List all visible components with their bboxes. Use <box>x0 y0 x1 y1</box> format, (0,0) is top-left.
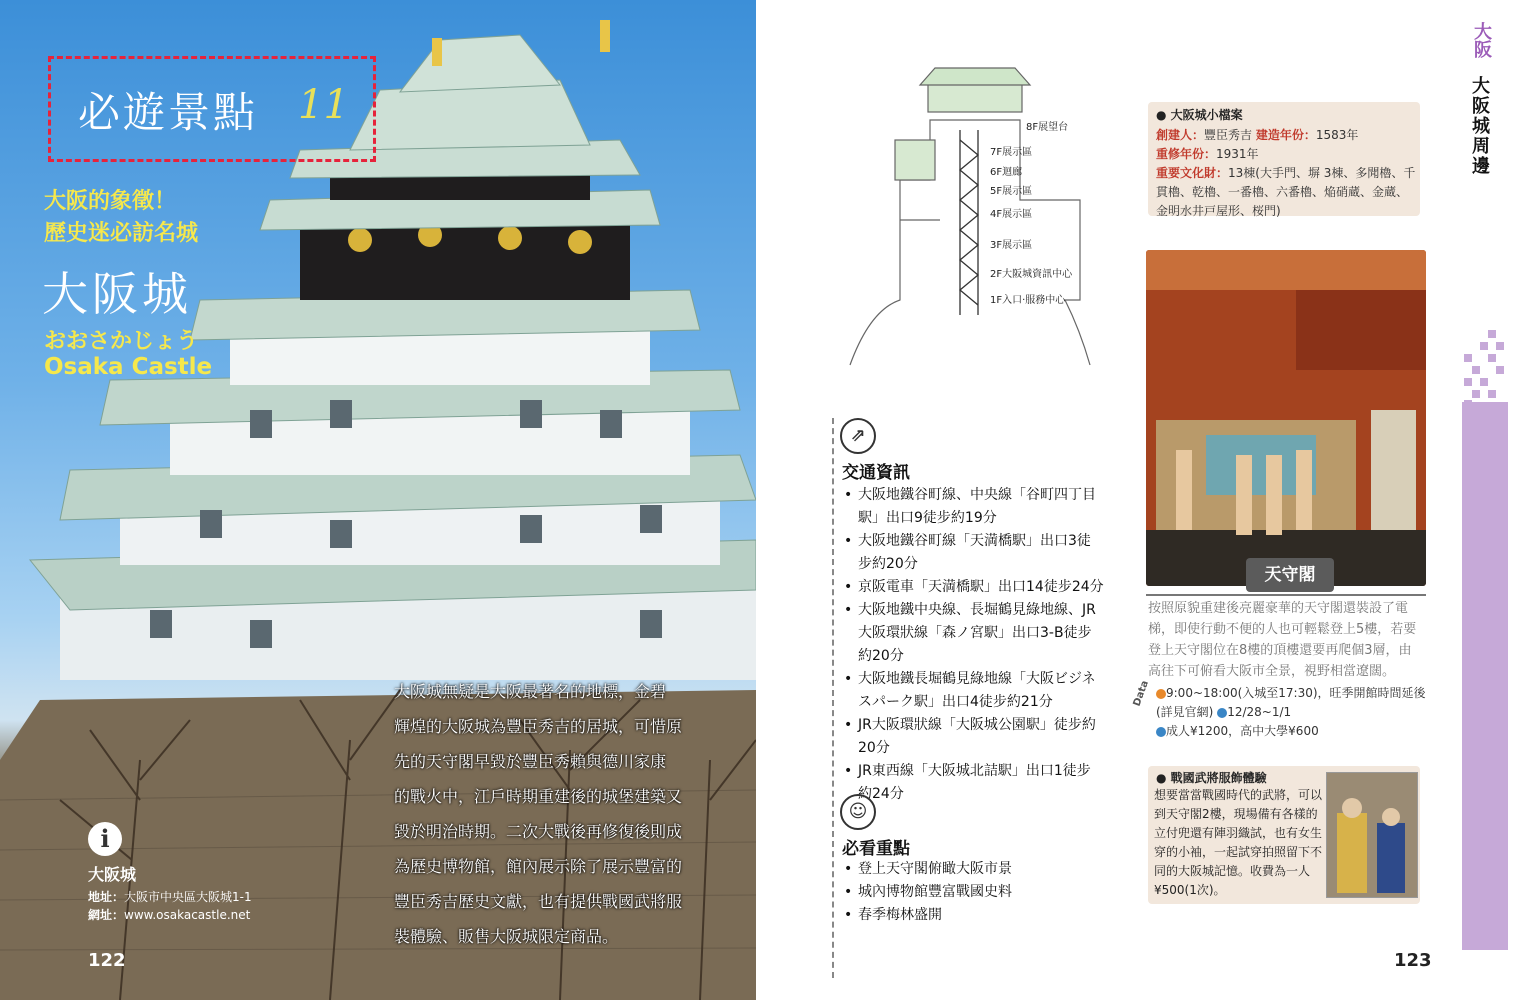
intro-line: 裝體驗、販售大阪城限定商品。 <box>394 927 619 946</box>
page-title: 大阪城 <box>42 267 192 321</box>
title-reading: おおさかじょう <box>44 329 199 354</box>
tagline-1: 大阪的象徵！ <box>44 189 177 214</box>
side-city: 大阪 <box>1471 22 1492 58</box>
info-icon: i <box>88 822 122 856</box>
castle-photo-page <box>0 0 756 1000</box>
floor-diagram <box>840 60 1100 370</box>
tenshukaku-description: 按照原貌重建後亮麗豪華的天守閣還裝設了電梯，即使行動不便的人也可輕鬆登上5樓，若要登上天守閣位在8樓的頂樓還要再爬個3層，由高往下可俯看大阪市全景，視野相當遼闊。 <box>1148 601 1417 679</box>
floor-label: 6F迴廊 <box>990 167 1023 178</box>
tenshukaku-caption: 天守閣 <box>1246 558 1334 592</box>
intro-line: 的戰火中，江戶時期重建後的城堡建築又 <box>394 787 683 806</box>
page-number-left: 122 <box>88 950 126 971</box>
floor-label: 7F展示區 <box>990 147 1033 158</box>
smiley-icon: ☺ <box>840 794 876 830</box>
intro-line: 豐臣秀吉歷史文獻，也有提供戰國武將服 <box>394 892 683 911</box>
clock-icon <box>1156 689 1166 699</box>
intro-line: 為歷史博物館，館內展示除了展示豐富的 <box>394 857 683 876</box>
page-number-right: 123 <box>1394 950 1432 971</box>
list-item: • 城內博物館豐富戰國史料 <box>844 881 1104 904</box>
armor-title: ● 戰國武將服飾體驗 <box>1156 771 1267 785</box>
list-item: • 登上天守閣俯瞰大阪市景 <box>844 858 1104 881</box>
side-color-tab <box>1462 402 1508 950</box>
highlights-list <box>844 858 1104 927</box>
floor-label: 8F展望台 <box>1026 122 1069 133</box>
profile-title: ● 大阪城小檔案 <box>1156 108 1243 122</box>
list-item: • 大阪地鐵長堀鶴見綠地線「大阪ビジネ スパーク駅」出口4徒步約21分 <box>844 668 1124 714</box>
data-tag: Data <box>1131 679 1152 708</box>
section-number: 11 <box>298 82 349 128</box>
highlights-title: 必看重點 <box>842 839 910 859</box>
profile-body: 創建人：豐臣秀吉 建造年份：1583年 重修年份：1931年 重要文化財：13棟(大手門、塀 3棟、多聞櫓、千貫櫓、乾櫓、一番櫓、六番櫓、焔硝蔵、金蔵、金明水井戸屋形、桜門) <box>1156 128 1416 218</box>
info-website <box>88 906 250 923</box>
list-item: • 春季梅林盛開 <box>844 904 1104 927</box>
section-label: 必遊景點 <box>78 88 259 137</box>
tenshukaku-data: 9:00~18:00(入城至17:30)，旺季開館時間延後(詳見官網) 12/28~1/1 成人¥1200，高中大學¥600 <box>1156 686 1426 738</box>
info-address <box>88 888 252 905</box>
website-value[interactable]: www.osakacastle.net <box>124 908 251 922</box>
intro-paragraph <box>394 674 686 954</box>
floor-label: 2F大阪城資訊中心 <box>990 269 1073 280</box>
list-item: • JR東西線「大阪城北詰駅」出口1徒步 約24分 <box>844 760 1124 806</box>
floor-label: 1F入口‧服務中心 <box>990 295 1066 306</box>
armor-photo <box>1326 772 1418 898</box>
address-value: 大阪市中央區大阪城1-1 <box>124 890 252 904</box>
route-icon: ⇗ <box>840 418 876 454</box>
intro-line: 大阪城無疑是大阪最著名的地標，金碧 <box>394 682 667 701</box>
list-item: • 大阪地鐵谷町線「天満橋駅」出口3徒 步約20分 <box>844 530 1124 576</box>
armor-description: 想要當當戰國時代的武將，可以到天守閣2樓，現場備有各樣的立付兜還有陣羽織試，也有女生穿的小袖，一起試穿拍照留下不同的大阪城記憶。收費為一人¥500(1次)。 <box>1154 788 1323 897</box>
floor-label: 3F展示區 <box>990 240 1033 251</box>
transport-title: 交通資訊 <box>842 463 910 483</box>
list-item: • 京阪電車「天満橋駅」出口14徒步24分 <box>844 576 1124 599</box>
address-label: 地址： <box>88 890 125 904</box>
info-place-name: 大阪城 <box>88 865 137 884</box>
pixel-pattern <box>1456 330 1512 410</box>
fee-icon <box>1156 727 1166 737</box>
closed-icon <box>1217 708 1227 718</box>
title-english: Osaka Castle <box>44 354 213 380</box>
section-divider <box>832 418 834 978</box>
intro-line: 毀於明治時期。二次大戰後再修復後則成 <box>394 822 683 841</box>
list-item: • 大阪地鐵谷町線、中央線「谷町四丁目 駅」出口9徒步約19分 <box>844 484 1124 530</box>
side-area: 大阪城周邊 <box>1469 76 1490 176</box>
floor-label: 4F展示區 <box>990 209 1033 220</box>
floor-label: 5F展示區 <box>990 186 1033 197</box>
transport-list <box>844 484 1124 806</box>
list-item: • JR大阪環狀線「大阪城公園駅」徒步約 20分 <box>844 714 1124 760</box>
intro-line: 輝煌的大阪城為豐臣秀吉的居城，可惜原 <box>394 717 683 736</box>
caption-divider <box>1146 594 1426 596</box>
tenshukaku-photo <box>1146 250 1426 586</box>
list-item: • 大阪地鐵中央線、長堀鶴見綠地線、JR 大阪環狀線「森ノ宮駅」出口3-B徒步 約20分 <box>844 599 1124 668</box>
intro-line: 先的天守閣早毀於豐臣秀賴與德川家康 <box>394 752 667 771</box>
website-label: 網址： <box>88 908 125 922</box>
tagline-2: 歷史迷必訪名城 <box>44 221 199 246</box>
